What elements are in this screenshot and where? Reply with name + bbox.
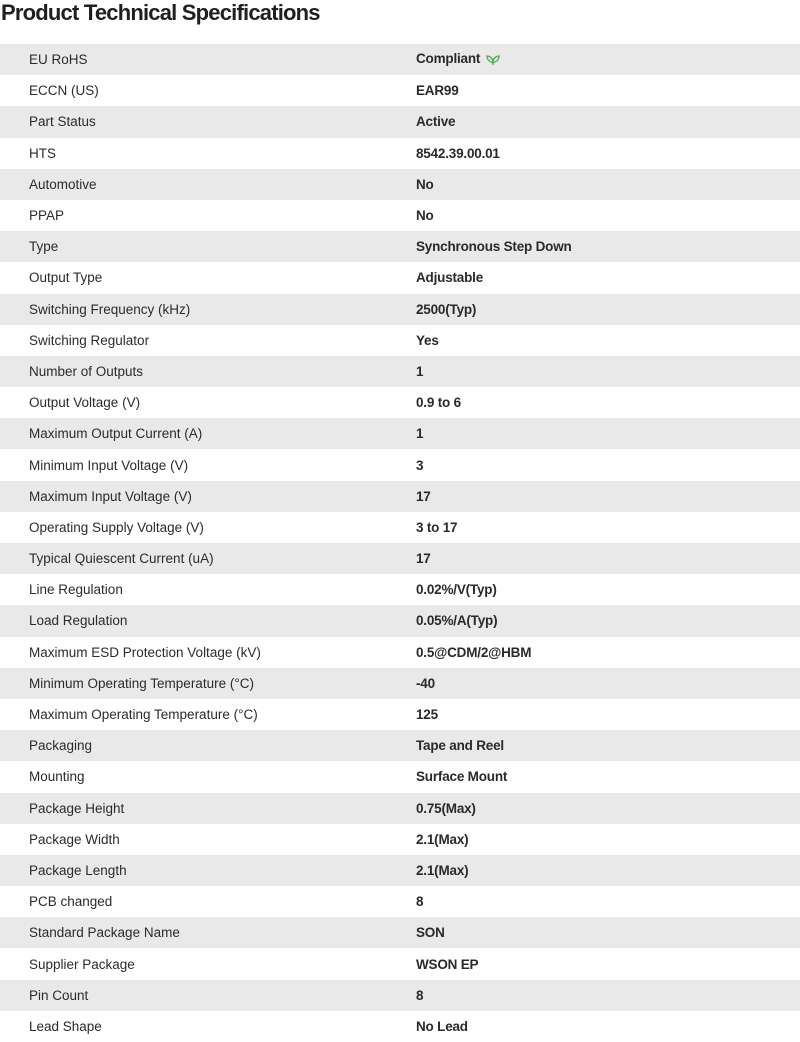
spec-value: No	[416, 176, 434, 192]
spec-label: Mounting	[29, 769, 85, 785]
spec-label: Maximum Output Current (A)	[29, 426, 203, 442]
spec-row	[0, 75, 800, 106]
spec-row	[0, 948, 800, 979]
spec-value-cell	[416, 481, 800, 512]
spec-label: Package Width	[29, 831, 120, 847]
spec-value-cell	[416, 980, 800, 1011]
spec-value-cell	[416, 699, 800, 730]
spec-row	[0, 512, 800, 543]
spec-value-cell	[416, 855, 800, 886]
spec-row	[0, 418, 800, 449]
spec-label: Switching Regulator	[29, 332, 150, 348]
spec-value-cell	[416, 200, 800, 231]
spec-value-cell	[416, 387, 800, 418]
spec-label: Line Regulation	[29, 582, 123, 598]
spec-value-cell	[416, 356, 800, 387]
spec-row	[0, 793, 800, 824]
spec-label: Automotive	[29, 176, 97, 192]
spec-value: 125	[416, 707, 438, 723]
spec-row	[0, 356, 800, 387]
spec-row	[0, 824, 800, 855]
spec-value: 2500(Typ)	[416, 301, 477, 317]
spec-value-cell	[416, 138, 800, 169]
spec-label: Packaging	[29, 738, 93, 754]
spec-value: 1	[416, 363, 424, 379]
spec-value-cell	[416, 512, 800, 543]
spec-value: 0.5@CDM/2@HBM	[416, 644, 532, 660]
spec-label: Package Height	[29, 800, 125, 816]
spec-value: 2.1(Max)	[416, 831, 469, 847]
spec-value-cell	[416, 231, 800, 262]
spec-value: Active	[416, 114, 456, 130]
spec-value-cell	[416, 169, 800, 200]
leaf-icon	[486, 53, 500, 68]
spec-value-cell	[416, 44, 800, 75]
spec-row	[0, 44, 800, 75]
spec-value: 3 to 17	[416, 519, 458, 535]
spec-label: Maximum Input Voltage (V)	[29, 488, 192, 504]
spec-label: Part Status	[29, 114, 96, 130]
spec-value-cell	[416, 824, 800, 855]
spec-label: Minimum Input Voltage (V)	[29, 457, 189, 473]
spec-value-cell	[416, 948, 800, 979]
spec-row	[0, 138, 800, 169]
spec-value-cell	[416, 917, 800, 948]
spec-label: Lead Shape	[29, 1018, 102, 1034]
spec-row	[0, 543, 800, 574]
spec-value-cell	[416, 106, 800, 137]
spec-value-cell	[416, 75, 800, 106]
spec-row	[0, 481, 800, 512]
spec-label: Operating Supply Voltage (V)	[29, 519, 204, 535]
spec-label: Package Length	[29, 862, 127, 878]
spec-row	[0, 855, 800, 886]
spec-row	[0, 449, 800, 480]
spec-label: Load Regulation	[29, 613, 128, 629]
spec-value-cell	[416, 793, 800, 824]
spec-label: EU RoHS	[29, 52, 88, 68]
spec-value: Tape and Reel	[416, 738, 504, 754]
spec-row	[0, 574, 800, 605]
spec-value-cell	[416, 418, 800, 449]
spec-value: 2.1(Max)	[416, 862, 469, 878]
spec-value-cell	[416, 637, 800, 668]
spec-row	[0, 231, 800, 262]
spec-value-cell	[416, 1011, 800, 1042]
spec-value: SON	[416, 925, 445, 941]
spec-row	[0, 637, 800, 668]
spec-value: -40	[416, 675, 435, 691]
spec-label: Minimum Operating Temperature (°C)	[29, 675, 254, 691]
spec-value: WSON EP	[416, 956, 479, 972]
spec-label: Output Voltage (V)	[29, 395, 141, 411]
spec-row	[0, 262, 800, 293]
spec-value-cell	[416, 294, 800, 325]
spec-label: Supplier Package	[29, 956, 135, 972]
spec-value-cell	[416, 886, 800, 917]
spec-label: Type	[29, 239, 59, 255]
spec-value-cell	[416, 668, 800, 699]
spec-label: Maximum ESD Protection Voltage (kV)	[29, 644, 261, 660]
spec-row	[0, 917, 800, 948]
spec-row	[0, 200, 800, 231]
spec-value: 0.05%/A(Typ)	[416, 613, 498, 629]
spec-row	[0, 980, 800, 1011]
spec-row	[0, 387, 800, 418]
spec-value: 3	[416, 457, 424, 473]
spec-row	[0, 294, 800, 325]
spec-value: Surface Mount	[416, 769, 508, 785]
spec-value-cell	[416, 574, 800, 605]
spec-table-body	[0, 44, 800, 1042]
spec-label: Typical Quiescent Current (uA)	[29, 551, 214, 567]
page-title: Product Technical Specifications	[1, 0, 320, 25]
spec-row	[0, 106, 800, 137]
spec-row	[0, 325, 800, 356]
spec-label: PPAP	[29, 208, 65, 224]
spec-value: Yes	[416, 332, 439, 348]
spec-label: Pin Count	[29, 987, 89, 1003]
spec-value: 8	[416, 894, 424, 910]
spec-table	[0, 44, 800, 1042]
spec-value: No	[416, 208, 434, 224]
spec-value-cell	[416, 543, 800, 574]
spec-label: PCB changed	[29, 894, 113, 910]
spec-row	[0, 605, 800, 636]
spec-label: HTS	[29, 145, 56, 161]
spec-value-cell	[416, 730, 800, 761]
spec-label: Number of Outputs	[29, 363, 144, 379]
spec-value-cell	[416, 605, 800, 636]
spec-value: 8542.39.00.01	[416, 145, 500, 161]
spec-value: 0.75(Max)	[416, 800, 476, 816]
spec-label: Output Type	[29, 270, 103, 286]
spec-value: 0.9 to 6	[416, 395, 461, 411]
spec-row	[0, 668, 800, 699]
spec-label: Standard Package Name	[29, 925, 180, 941]
spec-value: 0.02%/V(Typ)	[416, 582, 497, 598]
spec-value-cell	[416, 262, 800, 293]
spec-value: 17	[416, 551, 431, 567]
spec-row	[0, 699, 800, 730]
spec-row	[0, 730, 800, 761]
spec-value-cell	[416, 761, 800, 792]
spec-value-cell	[416, 325, 800, 356]
spec-label: ECCN (US)	[29, 83, 99, 99]
spec-label: Switching Frequency (kHz)	[29, 301, 191, 317]
spec-value: Adjustable	[416, 270, 484, 286]
spec-value: 17	[416, 488, 431, 504]
spec-row	[0, 761, 800, 792]
spec-value-cell	[416, 449, 800, 480]
spec-row	[0, 886, 800, 917]
spec-value: 8	[416, 987, 424, 1003]
spec-value: No Lead	[416, 1018, 468, 1034]
spec-value: 1	[416, 426, 424, 442]
spec-row	[0, 1011, 800, 1042]
spec-value: Synchronous Step Down	[416, 239, 572, 255]
spec-value: EAR99	[416, 83, 459, 99]
spec-row	[0, 169, 800, 200]
spec-value: Compliant	[416, 51, 481, 67]
spec-label: Maximum Operating Temperature (°C)	[29, 707, 258, 723]
